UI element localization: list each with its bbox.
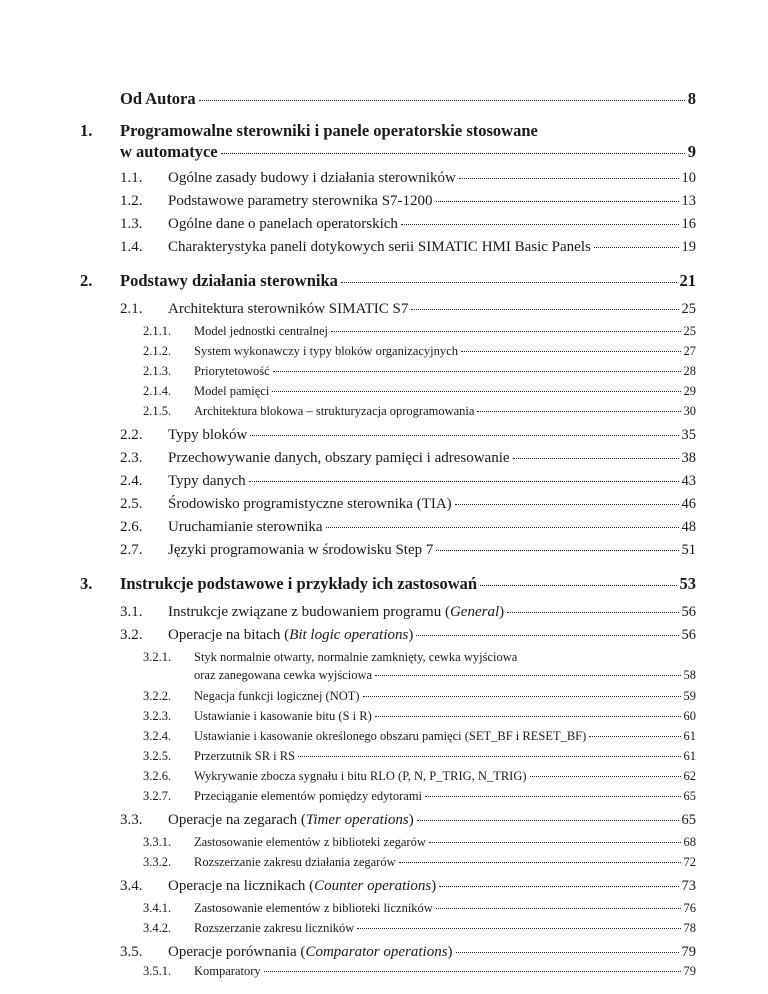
- toc-leader: [399, 862, 681, 863]
- toc-page-number: 59: [683, 689, 696, 703]
- toc-page-number: 53: [679, 574, 696, 593]
- toc-title: Charakterystyka paneli dotykowych serii SIMATIC HMI Basic Panels: [168, 239, 591, 255]
- toc-leader: [439, 886, 678, 887]
- toc-title: [168, 812, 414, 829]
- toc-title: Typy danych: [168, 473, 246, 489]
- toc-page-number: 56: [681, 627, 696, 643]
- subsection-number: 3.2.4.: [143, 729, 172, 743]
- toc-title-line2: w automatyce: [120, 142, 218, 161]
- toc-title: Uruchamianie sterownika: [168, 519, 323, 535]
- toc-entry-3-5-1[interactable]: [194, 964, 696, 979]
- toc-entry-3-2-3[interactable]: [194, 709, 696, 724]
- subsection-number: 2.1.4.: [143, 384, 172, 398]
- toc-page-number: 25: [683, 324, 696, 338]
- toc-entry-2-7[interactable]: [168, 542, 696, 559]
- toc-leader: [513, 458, 679, 459]
- toc-entry-2-6[interactable]: [168, 519, 696, 536]
- toc-leader: [249, 481, 679, 482]
- toc-page-number: 25: [681, 301, 696, 317]
- subsection-number: 3.2.5.: [143, 749, 172, 763]
- section-number: 1.4.: [120, 239, 143, 255]
- section-number: 3.3.: [120, 812, 143, 828]
- toc-title: Ustawianie i kasowanie bitu (S i R): [194, 709, 372, 723]
- toc-entry-2-1[interactable]: [168, 301, 696, 318]
- toc-entry-2-1-2[interactable]: [194, 344, 696, 359]
- toc-leader: [459, 178, 679, 179]
- toc-title-italic: Bit logic operations: [289, 627, 409, 643]
- toc-title: Przerzutnik SR i RS: [194, 749, 296, 763]
- toc-entry-3-4-1[interactable]: [194, 901, 696, 916]
- toc-title-line1: Programowalne sterowniki i panele operatorskie stosowane: [120, 121, 538, 140]
- toc-title: Od Autora: [120, 89, 196, 108]
- toc-entry-3-2-6[interactable]: [194, 769, 696, 784]
- toc-title: Instrukcje podstawowe i przykłady ich zastosowań: [120, 574, 478, 593]
- toc-page-number: 79: [681, 944, 696, 960]
- toc-title: Podstawowe parametry sterownika S7-1200: [168, 193, 433, 209]
- toc-entry-3-2[interactable]: [168, 627, 696, 644]
- toc-page-number: 27: [683, 344, 696, 358]
- toc-page-number: 79: [683, 964, 696, 978]
- toc-leader: [417, 820, 679, 821]
- toc-leader: [221, 153, 685, 154]
- toc-entry-1-4[interactable]: [168, 239, 696, 256]
- toc-page-number: 78: [683, 921, 696, 935]
- subsection-number: 3.3.2.: [143, 855, 172, 869]
- toc-entry-3-2-4[interactable]: [194, 729, 696, 744]
- toc-page-number: 73: [681, 878, 696, 894]
- toc-title-text: Operacje na bitach (: [168, 627, 290, 643]
- toc-leader: [507, 612, 678, 613]
- toc-title: Priorytetowość: [194, 364, 270, 378]
- toc-leader: [589, 736, 680, 737]
- subsection-number: 2.1.3.: [143, 364, 172, 378]
- toc-title-close: ): [447, 944, 453, 960]
- toc-title: Komparatory: [194, 964, 261, 978]
- toc-entry-3-2-2[interactable]: [194, 689, 696, 704]
- section-number: 2.7.: [120, 542, 143, 558]
- toc-leader: [429, 842, 681, 843]
- toc-leader: [416, 635, 678, 636]
- toc-title-line2: oraz zanegowana cewka wyjściowa: [194, 668, 373, 682]
- toc-entry-2-1-5[interactable]: [194, 404, 696, 419]
- toc-leader: [436, 201, 679, 202]
- toc-leader: [436, 550, 678, 551]
- toc-title: Przeciąganie elementów pomiędzy edytorami: [194, 789, 423, 803]
- toc-title-close: ): [431, 878, 437, 894]
- section-number: 2.5.: [120, 496, 143, 512]
- toc-leader: [461, 351, 681, 352]
- toc-title: Języki programowania w środowisku Step 7: [168, 542, 434, 558]
- subsection-number: 3.2.3.: [143, 709, 172, 723]
- section-number: 2.1.: [120, 301, 143, 317]
- toc-title-close: ): [499, 604, 505, 620]
- toc-title: Architektura sterowników SIMATIC S7: [168, 301, 409, 317]
- section-number: 1.2.: [120, 193, 143, 209]
- subsection-number: 3.2.2.: [143, 689, 172, 703]
- toc-page-number: 13: [681, 193, 696, 209]
- chapter-number: 3.: [80, 574, 93, 593]
- toc-leader: [480, 585, 676, 586]
- toc-entry-3-4-2[interactable]: [194, 921, 696, 936]
- toc-leader: [401, 224, 679, 225]
- toc-entry-1-2[interactable]: [168, 193, 696, 210]
- section-number: 2.3.: [120, 450, 143, 466]
- toc-page-number: 76: [683, 901, 696, 915]
- subsection-number: 2.1.5.: [143, 404, 172, 418]
- toc-title: Typy bloków: [168, 427, 248, 443]
- toc-title: Rozszerzanie zakresu liczników: [194, 921, 355, 935]
- toc-entry-2-2[interactable]: [168, 427, 696, 444]
- toc-page-number: 68: [683, 835, 696, 849]
- toc-title: Środowisko programistyczne sterownika (TIA): [168, 496, 452, 512]
- toc-leader: [530, 776, 681, 777]
- toc-entry-3-2-5[interactable]: [194, 749, 696, 764]
- toc-title-italic: Counter operations: [314, 878, 432, 894]
- toc-page-number: 51: [681, 542, 696, 558]
- subsection-number: 3.2.7.: [143, 789, 172, 803]
- toc-leader: [455, 504, 679, 505]
- toc-page-number: 60: [683, 709, 696, 723]
- toc-entry-2-1-4[interactable]: [194, 384, 696, 399]
- toc-entry-2-1-1[interactable]: [194, 324, 696, 339]
- toc-title: Negacja funkcji logicznej (NOT): [194, 689, 360, 703]
- section-number: 1.1.: [120, 170, 143, 186]
- toc-page-number: 16: [681, 216, 696, 232]
- toc-title: Model jednostki centralnej: [194, 324, 328, 338]
- toc-leader: [264, 971, 681, 972]
- toc-page-number: 35: [681, 427, 696, 443]
- toc-entry-chapter-3[interactable]: [120, 574, 696, 594]
- toc-leader: [298, 756, 680, 757]
- toc-leader: [594, 247, 679, 248]
- toc-title: Architektura blokowa – strukturyzacja oprogramowania: [194, 404, 475, 418]
- toc-page-number: 9: [687, 142, 696, 161]
- subsection-number: 3.3.1.: [143, 835, 172, 849]
- subsection-number: 3.2.6.: [143, 769, 172, 783]
- toc-entry-2-1-3[interactable]: [194, 364, 696, 379]
- toc-entry-3-4[interactable]: [168, 878, 696, 895]
- chapter-number: 2.: [80, 271, 93, 290]
- section-number: 3.2.: [120, 627, 143, 643]
- toc-title-close: ): [408, 812, 414, 828]
- toc-leader: [331, 331, 681, 332]
- toc-entry-3-1[interactable]: [168, 604, 696, 621]
- toc-page-number: 58: [683, 668, 696, 682]
- toc-title: Ustawianie i kasowanie określonego obszaru pamięci (SET_BF i RESET_BF): [194, 729, 587, 743]
- toc-page-number: 21: [679, 271, 696, 290]
- toc-leader: [411, 309, 678, 310]
- subsection-number: 3.5.1.: [143, 964, 172, 978]
- toc-entry-2-5[interactable]: [168, 496, 696, 513]
- toc-leader: [199, 100, 685, 101]
- toc-leader: [363, 696, 681, 697]
- toc-title-text: Instrukcje związane z budowaniem programu (: [168, 604, 450, 620]
- toc-title: [168, 944, 453, 961]
- toc-page-number: 38: [681, 450, 696, 466]
- toc-leader: [272, 391, 680, 392]
- toc-page-number: 43: [681, 473, 696, 489]
- toc-title-italic: Comparator operations: [305, 944, 448, 960]
- toc-entry-3-2-1[interactable]: [194, 668, 696, 683]
- toc-leader: [375, 716, 681, 717]
- section-number: 3.1.: [120, 604, 143, 620]
- toc-entry-2-4[interactable]: [168, 473, 696, 490]
- subsection-number: 3.4.1.: [143, 901, 172, 915]
- toc-entry-3-3[interactable]: [168, 812, 696, 829]
- toc-title: Wykrywanie zbocza sygnału i bitu RLO (P, N, P_TRIG, N_TRIG): [194, 769, 527, 783]
- toc-title: Ogólne dane o panelach operatorskich: [168, 216, 398, 232]
- toc-page-number: 65: [681, 812, 696, 828]
- toc-entry-1-1[interactable]: [168, 170, 696, 187]
- toc-entry-author[interactable]: [120, 89, 696, 109]
- toc-title: Zastosowanie elementów z biblioteki liczników: [194, 901, 433, 915]
- toc-title: Przechowywanie danych, obszary pamięci i adresowanie: [168, 450, 510, 466]
- toc-title: Podstawy działania sterownika: [120, 271, 338, 290]
- toc-title-text: Operacje porównania (: [168, 944, 306, 960]
- toc-title: Ogólne zasady budowy i działania sterowników: [168, 170, 456, 186]
- toc-page-number: 28: [683, 364, 696, 378]
- toc-page-number: 46: [681, 496, 696, 512]
- toc-title: Rozszerzanie zakresu działania zegarów: [194, 855, 396, 869]
- toc-title: System wykonawczy i typy bloków organizacyjnych: [194, 344, 458, 358]
- toc-leader: [456, 952, 679, 953]
- toc-leader: [250, 435, 678, 436]
- section-number: 2.2.: [120, 427, 143, 443]
- subsection-number: 3.4.2.: [143, 921, 172, 935]
- toc-entry-3-3-1[interactable]: [194, 835, 696, 850]
- toc-page-number: 72: [683, 855, 696, 869]
- toc-leader: [357, 928, 680, 929]
- toc-leader: [436, 908, 681, 909]
- toc-page-number: 29: [683, 384, 696, 398]
- toc-page-number: 30: [683, 404, 696, 418]
- toc-page-number: 65: [683, 789, 696, 803]
- toc-page-number: 61: [683, 749, 696, 763]
- toc-page-number: 48: [681, 519, 696, 535]
- toc-page-number: 61: [683, 729, 696, 743]
- subsection-number: 2.1.1.: [143, 324, 172, 338]
- section-number: 2.4.: [120, 473, 143, 489]
- toc-leader: [375, 675, 680, 676]
- toc-entry-3-3-2[interactable]: [194, 855, 696, 870]
- section-number: 1.3.: [120, 216, 143, 232]
- toc-page-number: 62: [683, 769, 696, 783]
- toc-title: Zastosowanie elementów z biblioteki zegarów: [194, 835, 426, 849]
- toc-leader: [341, 282, 677, 283]
- toc-title-italic: Timer operations: [305, 812, 409, 828]
- toc-page-number: 8: [687, 89, 696, 108]
- toc-page-number: 19: [681, 239, 696, 255]
- toc-leader: [273, 371, 681, 372]
- toc-page-number: 56: [681, 604, 696, 620]
- toc-title-text: Operacje na licznikach (: [168, 878, 315, 894]
- section-number: 2.6.: [120, 519, 143, 535]
- toc-title: [168, 604, 504, 621]
- chapter-number: 1.: [80, 121, 93, 140]
- toc-entry-1-3[interactable]: [168, 216, 696, 233]
- section-number: 3.5.: [120, 944, 143, 960]
- toc-entry-chapter-2[interactable]: [120, 271, 696, 291]
- toc-entry-chapter-1[interactable]: [120, 142, 696, 162]
- toc-title-close: ): [408, 627, 414, 643]
- toc-title: [168, 627, 413, 644]
- toc-title: [168, 878, 436, 895]
- toc-title-line1: Styk normalnie otwarty, normalnie zamknięty, cewka wyjściowa: [194, 650, 518, 664]
- toc-leader: [425, 796, 680, 797]
- subsection-number: 2.1.2.: [143, 344, 172, 358]
- toc-entry-2-3[interactable]: [168, 450, 696, 467]
- toc-title-text: Operacje na zegarach (: [168, 812, 306, 828]
- toc-entry-3-2-7[interactable]: [194, 789, 696, 804]
- toc-leader: [326, 527, 679, 528]
- subsection-number: 3.2.1.: [143, 650, 172, 664]
- toc-page-number: 10: [681, 170, 696, 186]
- toc-leader: [477, 411, 680, 412]
- toc-entry-3-5[interactable]: [168, 944, 696, 961]
- section-number: 3.4.: [120, 878, 143, 894]
- toc-title-italic: General: [449, 604, 500, 620]
- toc-title: Model pamięci: [194, 384, 270, 398]
